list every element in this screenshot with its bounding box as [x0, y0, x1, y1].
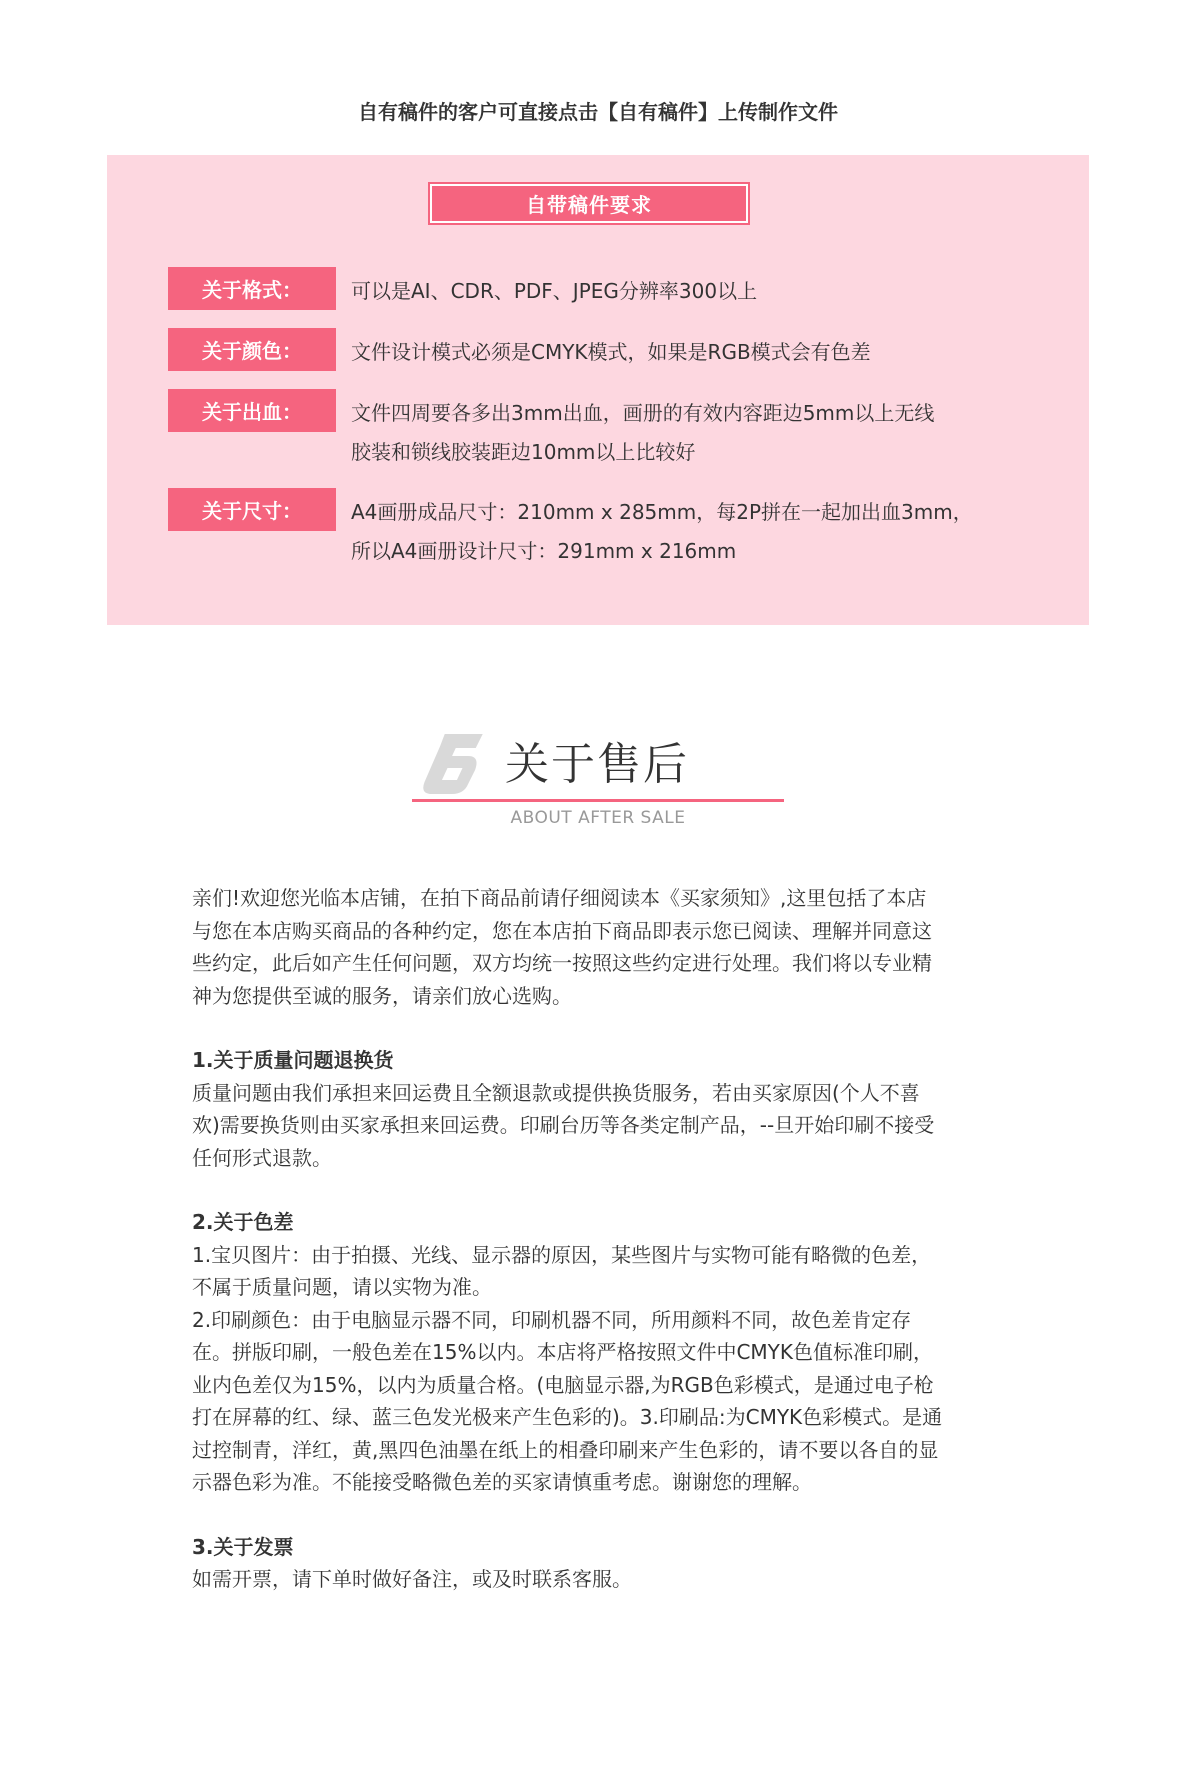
requirement-line: 所以A4画册设计尺寸：291mm x 216mm — [351, 539, 737, 563]
text-line: 示器色彩为准。不能接受略微色差的买家请慎重考虑。谢谢您的理解。 — [192, 1470, 812, 1494]
requirement-label: 关于颜色： — [168, 328, 336, 371]
text-line: 亲们!欢迎您光临本店铺，在拍下商品前请仔细阅读本《买家须知》,这里包括了本店 — [192, 886, 927, 910]
text-line: 打在屏幕的红、绿、蓝三色发光极来产生色彩的)。3.印刷品:为CMYK色彩模式。是通 — [192, 1405, 943, 1429]
text-line: 在。拼版印刷，一般色差在15%以内。本店将严格按照文件中CMYK色值标准印刷， — [192, 1340, 934, 1364]
requirement-text — [351, 333, 1041, 372]
requirement-text — [351, 394, 1041, 472]
text-line: 欢)需要换货则由买家承担来回运费。印刷台历等各类定制产品，--旦开始印刷不接受 — [192, 1113, 935, 1137]
text-line: 2.印刷颜色：由于电脑显示器不同，印刷机器不同，所用颜料不同，故色差肯定存 — [192, 1307, 912, 1332]
requirement-line: 文件设计模式必须是CMYK模式，如果是RGB模式会有色差 — [351, 340, 871, 364]
section-heading: 2.关于色差 — [192, 1210, 294, 1234]
requirement-label: 关于尺寸： — [168, 488, 336, 531]
requirement-text — [351, 272, 1041, 311]
section-quality-returns — [192, 1044, 1032, 1174]
text-line: 1.宝贝图片：由于拍摄、光线、显示器的原因，某些图片与实物可能有略微的色差， — [192, 1242, 932, 1267]
text-line: 过控制青，洋红，黄,黑四色油墨在纸上的相叠印刷来产生色彩的，请不要以各自的显 — [192, 1437, 939, 1462]
after-sale-content — [192, 882, 1032, 1596]
section-subtitle: ABOUT AFTER SALE — [510, 808, 686, 828]
requirement-line: 文件四周要各多出3mm出血，画册的有效内容距边5mm以上无线 — [351, 401, 935, 425]
text-line: 神为您提供至诚的服务，请亲们放心选购。 — [192, 983, 572, 1008]
text-line: 如需开票，请下单时做好备注，或及时联系客服。 — [192, 1567, 632, 1591]
requirements-title: 自带稿件要求 — [430, 184, 748, 223]
requirement-label: 关于出血： — [168, 389, 336, 432]
requirement-label: 关于格式： — [168, 267, 336, 310]
text-line: 与您在本店购买商品的各种约定，您在本店拍下商品即表示您已阅读、理解并同意这 — [192, 918, 932, 943]
requirement-line: 胶装和锁线胶装距边10mm以上比较好 — [351, 440, 696, 464]
intro-paragraph — [192, 882, 1032, 1012]
text-line: 质量问题由我们承担来回运费且全额退款或提供换货服务，若由买家原因(个人不喜 — [192, 1080, 920, 1105]
upload-notice: 自有稿件的客户可直接点击【自有稿件】上传制作文件 — [358, 100, 838, 124]
requirements-panel — [107, 155, 1089, 625]
requirement-text — [351, 493, 1041, 571]
text-line: 任何形式退款。 — [192, 1145, 332, 1170]
text-line: 不属于质量问题，请以实物为准。 — [192, 1275, 492, 1299]
section-title: 关于售后 — [505, 739, 689, 790]
text-line: 些约定，此后如产生任何问题，双方均统一按照这些约定进行处理。我们将以专业精 — [192, 951, 932, 975]
after-sale-header — [0, 720, 1196, 840]
section-invoice — [192, 1531, 1032, 1596]
section-color-difference — [192, 1206, 1032, 1499]
requirement-line: 可以是AI、CDR、PDF、JPEG分辨率300以上 — [351, 279, 758, 303]
text-line: 业内色差仅为15%，以内为质量合格。(电脑显示器,为RGB色彩模式，是通过电子枪 — [192, 1372, 934, 1397]
title-underline — [412, 799, 784, 802]
section-heading: 1.关于质量问题退换货 — [192, 1048, 394, 1072]
section-heading: 3.关于发票 — [192, 1534, 294, 1559]
number-six-icon — [418, 728, 488, 798]
requirement-line: A4画册成品尺寸：210mm x 285mm，每2P拼在一起加出血3mm， — [351, 500, 973, 524]
